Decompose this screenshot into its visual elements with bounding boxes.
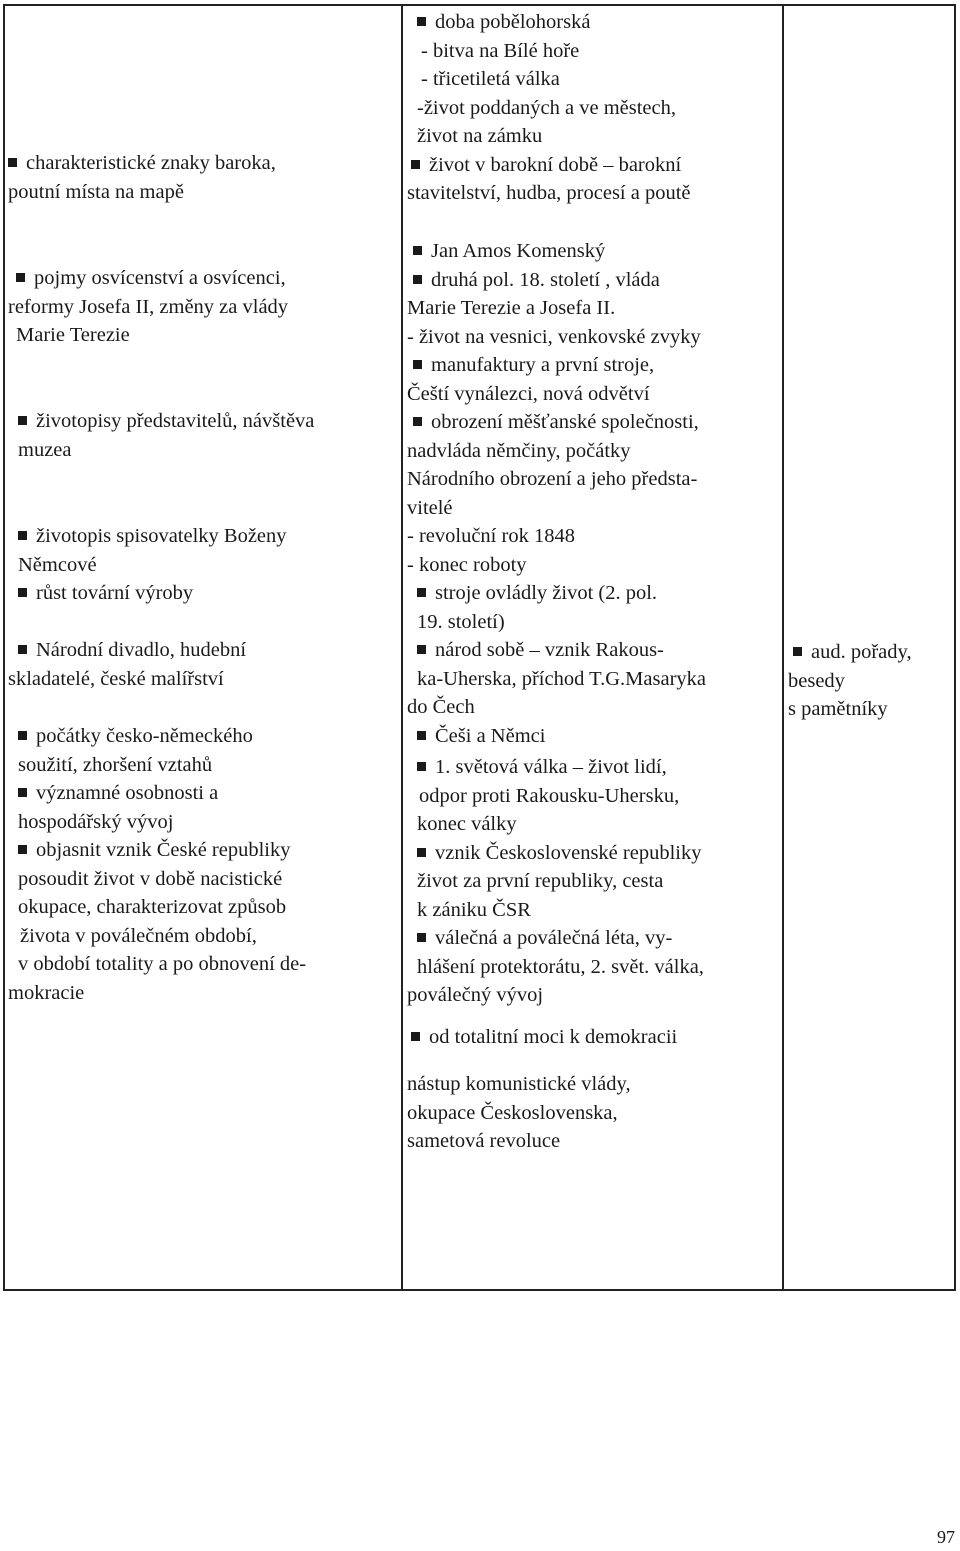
- bullet-line: Národní divadlo, hudební: [8, 636, 398, 665]
- text-line: hospodářský vývoj: [18, 810, 174, 833]
- bullet-line: počátky česko-německého: [8, 722, 398, 751]
- text-line: odpor proti Rakousku-Uhersku,: [419, 784, 680, 807]
- text-line: Marie Terezie: [16, 324, 130, 346]
- text-line: - život na vesnici, venkovské zvyky: [407, 325, 701, 348]
- text-line: život na zámku: [417, 125, 543, 147]
- bullet-line: manufaktury a první stroje,: [407, 351, 785, 380]
- text-line: Národního obrození a jeho předsta-: [407, 468, 698, 490]
- text-line: Němcové: [18, 553, 97, 576]
- text-line: nástup komunistické vlády,: [407, 1073, 631, 1095]
- text-line: okupace Československa,: [407, 1101, 618, 1124]
- column-notes: [788, 6, 953, 1289]
- text-line: v období totality a po obnovení de-: [18, 953, 307, 975]
- text-line: reformy Josefa II, změny za vlády: [8, 295, 289, 318]
- text-line: posoudit život v době nacistické: [18, 867, 283, 890]
- text-line: poutní místa na mapě: [8, 180, 184, 203]
- bullet-line: životopisy představitelů, návštěva: [8, 407, 398, 436]
- text-line: - revoluční rok 1848: [407, 525, 575, 547]
- bullet-line: od totalitní moci k demokracii: [407, 1023, 785, 1052]
- text-line: poválečný vývoj: [407, 984, 544, 1006]
- bullet-line: významné osobnosti a: [8, 779, 398, 808]
- text-line: - konec roboty: [407, 553, 527, 576]
- text-line: hlášení protektorátu, 2. svět. válka,: [417, 955, 704, 978]
- text-line: konec války: [417, 813, 517, 835]
- bullet-line: vznik Československé republiky: [407, 839, 785, 868]
- bullet-line: životopis spisovatelky Boženy: [8, 522, 398, 551]
- column-learning-outcomes: [8, 6, 398, 1289]
- item-zivotopisy: [8, 407, 398, 464]
- bullet-line: charakteristické znaky baroka,: [8, 149, 398, 178]
- bullet-line: 1. světová válka – život lidí,: [407, 753, 785, 782]
- bullet-line: život v barokní době – barokní: [407, 151, 785, 180]
- column-divider-1: [401, 6, 403, 1289]
- bullet-line: druhá pol. 18. století , vláda: [407, 266, 785, 295]
- item-baroko: [8, 149, 398, 206]
- item-valka: [407, 753, 785, 1010]
- item-nastup: [407, 1070, 785, 1156]
- item-divadlo: [8, 636, 398, 693]
- bullet-line: pojmy osvícenství a osvícenci,: [8, 264, 398, 293]
- text-line: - třicetiletá válka: [421, 68, 560, 90]
- text-line: besedy: [788, 669, 845, 692]
- text-line: skladatelé, české malířství: [8, 667, 224, 690]
- item-nemcova: [8, 522, 398, 608]
- item-komensky: [407, 237, 785, 750]
- text-line: život za první republiky, cesta: [417, 870, 664, 892]
- page-number: 97: [937, 1527, 955, 1547]
- item-totalitni: [407, 1023, 785, 1052]
- text-line: do Čech: [407, 696, 475, 718]
- text-line: Čeští vynálezci, nová odvětví: [407, 382, 650, 405]
- bullet-line: národ sobě – vznik Rakous-: [407, 636, 785, 665]
- bullet-line: doba pobělohorská: [407, 8, 785, 37]
- text-line: 19. století): [417, 610, 505, 633]
- text-line: -život poddaných a ve městech,: [417, 96, 677, 119]
- text-line: okupace, charakterizovat způsob: [18, 896, 287, 918]
- bullet-line: Češi a Němci: [407, 722, 785, 751]
- column-content: [407, 6, 785, 1289]
- text-line: mokracie: [8, 981, 85, 1004]
- text-line: nadvláda němčiny, počátky: [407, 439, 631, 462]
- item-soziti: [8, 722, 398, 1007]
- item-osvicenstvi: [8, 264, 398, 350]
- text-line: soužití, zhoršení vztahů: [18, 753, 213, 776]
- bullet-line: aud. pořady,: [788, 638, 953, 667]
- text-line: ka-Uherska, příchod T.G.Masaryka: [417, 667, 706, 690]
- bullet-line: válečná a poválečná léta, vy-: [407, 924, 785, 953]
- bullet-line: stroje ovládly život (2. pol.: [407, 579, 785, 608]
- curriculum-table: [3, 4, 956, 1291]
- bullet-line: obrození měšťanské společnosti,: [407, 408, 785, 437]
- item-porady: [788, 638, 953, 724]
- text-line: stavitelství, hudba, procesí a poutě: [407, 182, 691, 204]
- item-pobelohorska: [407, 8, 785, 208]
- text-line: života v poválečném období,: [20, 924, 257, 947]
- text-line: k zániku ČSR: [417, 898, 531, 921]
- text-line: muzea: [18, 438, 72, 461]
- bullet-line: objasnit vznik České republiky: [8, 836, 398, 865]
- text-line: s pamětníky: [788, 698, 888, 720]
- bullet-line: růst tovární výroby: [8, 579, 398, 608]
- bullet-line: Jan Amos Komenský: [407, 237, 785, 266]
- text-line: Marie Terezie a Josefa II.: [407, 297, 616, 319]
- text-line: sametová revoluce: [407, 1130, 561, 1152]
- text-line: - bitva na Bílé hoře: [421, 39, 580, 62]
- text-line: vitelé: [407, 496, 453, 519]
